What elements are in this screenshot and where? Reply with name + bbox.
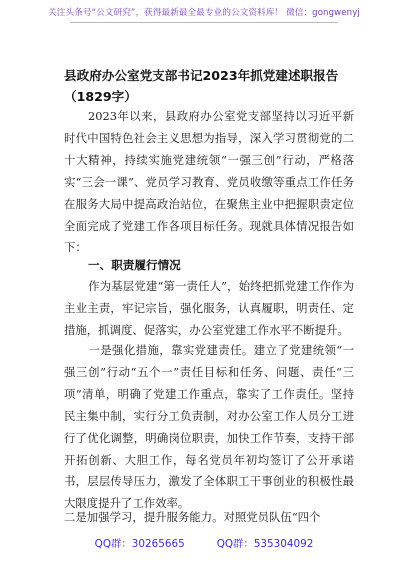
duty-text: 作为基层党建“第一责任人”，始终把抓党建工作作为主业主责，牢记宗旨，强化服务，认真履职，明责任、定措施，抓调度、促落实，办公室党建工作水平不断提升。 — [64, 279, 354, 337]
duty-paragraph — [64, 276, 354, 342]
footer — [0, 535, 408, 550]
footer-qq-group-2: QQ群：535304092 — [216, 538, 314, 550]
footer-qq-group-1: QQ群：30265665 — [94, 538, 185, 550]
study-paragraph — [64, 507, 354, 529]
measures-text: 一是强化措施，靠实党建责任。建立了党建统领“一强三创”行动“五个一”责任目标和任务、问题、责任“三项”清单，明确了党建工作重点，靠实了工作责任。坚持民主集中制，实行分工负责制，对办公室工作人员分工进行了优化调整，明确岗位职责，加快工作节奏，支持干部开拓创新、大胆工作，每名党员年初均签订了公开承诺书，层层传导压力，激发了全体职工干事创业的积极性最大限度提升了工作效率。 — [64, 343, 354, 511]
intro-text: 2023年以来，县政府办公室党支部坚持以习近平新时代中国特色社会主义思想为指导，深入学习贯彻党的二十大精神，持续实施党建统领“一强三创”行动，严格落实“三会一课”、党员学习教育、党员收缴等重点工作任务在服务大局中提高政治站位，在聚焦主业中把握职责定位全面完成了党建工作各项目标任务。现就具体情况报告如下： — [64, 109, 354, 255]
section-heading: 一、职责履行情况 — [88, 258, 181, 272]
study-text: 二是加强学习，提升服务能力。对照党员队伍“四个 — [64, 510, 321, 524]
intro-paragraph — [64, 106, 354, 259]
document-title: 县政府办公室党支部书记2023年抓党建述职报告（1829字） — [64, 68, 339, 104]
header-divider — [70, 22, 338, 23]
header-banner: 关注头条号“公文研究”，获得最新最全最专业的公文资料库！ 微信：gongwenyj — [48, 8, 360, 18]
measures-paragraph — [64, 340, 354, 515]
